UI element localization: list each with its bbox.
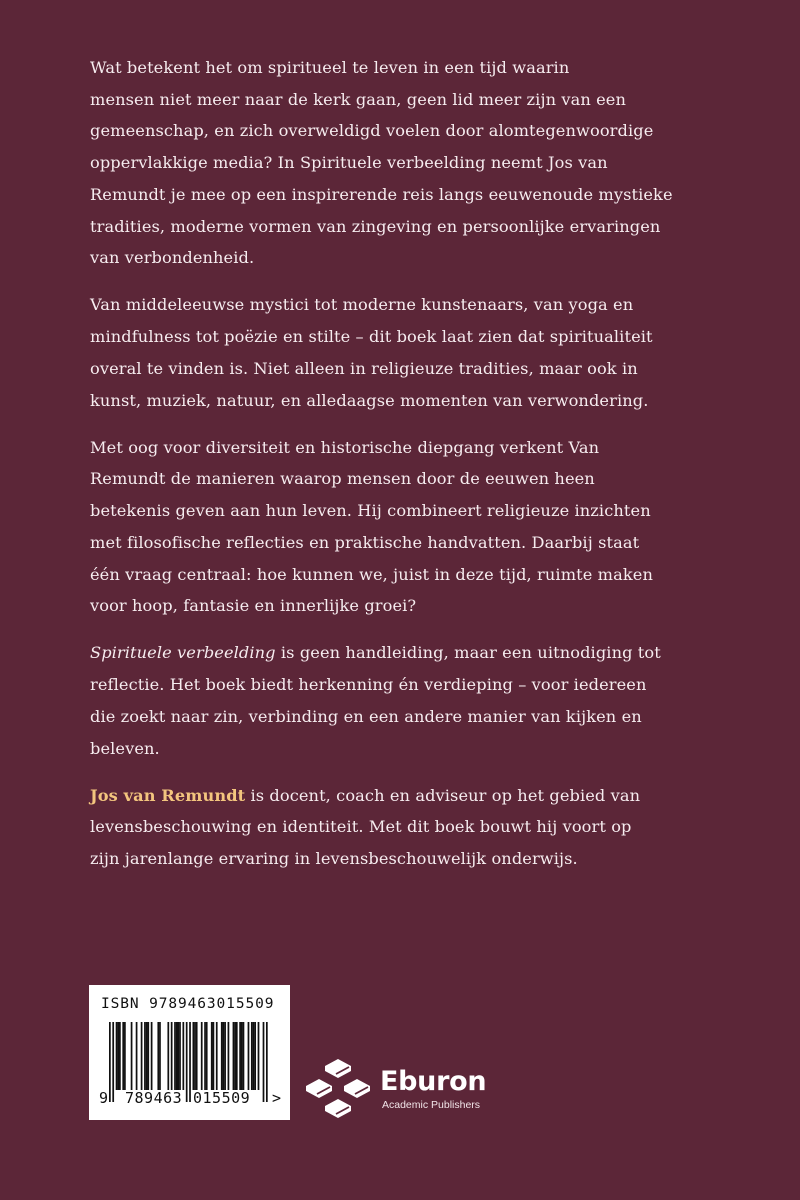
barcode-bar: [182, 1022, 184, 1090]
barcode-bar: [179, 1022, 181, 1090]
book-icon: [325, 1099, 351, 1118]
barcode-guard-bar: [186, 1022, 188, 1102]
barcode-bar: [193, 1022, 195, 1090]
stacked-books-logo-icon: [304, 1058, 376, 1120]
book-icon: [344, 1079, 370, 1098]
barcode-bar: [146, 1022, 148, 1090]
publisher-tagline: Academic Publishers: [382, 1099, 481, 1111]
barcode-bar: [151, 1022, 153, 1090]
barcode-guard-bar: [266, 1022, 268, 1102]
text-line: reflectie. Het boek biedt herkenning én verdieping – voor iedereen: [90, 675, 647, 695]
barcode-guard-bar: [263, 1022, 265, 1102]
text-line: gemeenschap, en zich overweldigd voelen door alomtegenwoordige: [90, 121, 654, 141]
text-line: betekenis geven aan hun leven. Hij combineert religieuze inzichten: [90, 501, 651, 521]
barcode-bar: [211, 1022, 213, 1090]
text-line: Van middeleeuwse mystici tot moderne kunstenaars, van yoga en: [90, 295, 634, 315]
barcode-bar: [171, 1022, 173, 1090]
barcode-bar: [228, 1022, 230, 1090]
text-line: mindfulness tot poëzie en stilte – dit boek laat zien dat spiritualiteit: [90, 327, 653, 347]
barcode-bar: [253, 1022, 255, 1090]
barcode-quiet-mark: >: [272, 1089, 282, 1107]
barcode-bar: [234, 1022, 236, 1090]
barcode-bar: [233, 1022, 235, 1090]
text-line: voor hoop, fantasie en innerlijke groei?: [90, 596, 417, 616]
barcode-bar: [236, 1022, 238, 1090]
barcode-bars: [89, 985, 290, 1120]
barcode-bar: [167, 1022, 169, 1090]
blurb-paragraph-2: [90, 289, 770, 416]
text-line: beleven.: [90, 738, 160, 758]
text-line: kunst, muziek, natuur, en alledaagse momenten van verwondering.: [90, 390, 649, 410]
barcode-guard-bar: [112, 1022, 114, 1102]
barcode-bar: [251, 1022, 253, 1090]
text-line: [90, 637, 770, 669]
blurb-text: [90, 52, 770, 890]
barcode-bar: [157, 1022, 159, 1090]
blurb-paragraph-4: [90, 637, 770, 764]
barcode-bar: [223, 1022, 225, 1090]
barcode-bar: [239, 1022, 241, 1090]
author-name: Jos van Remundt: [90, 785, 246, 805]
barcode-bar: [248, 1022, 250, 1090]
blurb-paragraph-3: [90, 432, 770, 622]
barcode-bar: [174, 1022, 176, 1090]
barcode-bar: [241, 1022, 243, 1090]
author-bio: [90, 780, 770, 875]
barcode-bar: [258, 1022, 260, 1090]
text-line: Remundt je mee op een inspirerende reis langs eeuwenoude mystieke: [90, 184, 673, 204]
text-line: tradities, moderne vormen van zingeving en persoonlijke ervaringen: [90, 216, 661, 236]
barcode-bar: [224, 1022, 226, 1090]
text-line: die zoekt naar zin, verbinding en een andere manier van kijken en: [90, 706, 642, 726]
barcode-bar: [141, 1022, 143, 1090]
barcode-bar: [221, 1022, 223, 1090]
text-fragment: is docent, coach en adviseur op het gebied van: [245, 785, 641, 805]
text-line: levensbeschouwing en identiteit. Met dit boek bouwt hij voort op: [90, 817, 632, 837]
barcode-bar: [147, 1022, 149, 1090]
blurb-paragraph-1: [90, 52, 770, 274]
text-line: overal te vinden is. Niet alleen in religieuze tradities, maar ook in: [90, 358, 638, 378]
barcode-bar: [204, 1022, 206, 1090]
barcode-bar: [213, 1022, 215, 1090]
barcode-digits-right: 015509: [193, 1089, 251, 1107]
text-fragment: is geen handleiding, maar een uitnodiging tot: [275, 643, 661, 663]
barcode-guard-bar: [109, 1022, 111, 1102]
text-line: met filosofische reflecties en praktische handvatten. Daarbij staat: [90, 532, 640, 552]
text-line: zijn jarenlange ervaring in levensbeschouwelijk onderwijs.: [90, 849, 578, 869]
publisher-name: Eburon: [380, 1066, 487, 1097]
barcode-bar: [124, 1022, 126, 1090]
barcode-bar: [117, 1022, 119, 1090]
barcode-bar: [122, 1022, 124, 1090]
barcode-bar: [206, 1022, 208, 1090]
book-icon: [306, 1079, 332, 1098]
barcode-bar: [196, 1022, 198, 1090]
text-line: mensen niet meer naar de kerk gaan, geen lid meer zijn van een: [90, 89, 626, 109]
barcode-bar: [177, 1022, 179, 1090]
barcode-bar: [201, 1022, 203, 1090]
barcode-bar: [136, 1022, 138, 1090]
text-line: Met oog voor diversiteit en historische diepgang verkent Van: [90, 437, 600, 457]
barcode-bar: [254, 1022, 256, 1090]
barcode-bar: [159, 1022, 161, 1090]
barcode-bar: [216, 1022, 218, 1090]
text-line: van verbondenheid.: [90, 248, 255, 268]
book-icon: [325, 1059, 351, 1078]
barcode-bar: [131, 1022, 133, 1090]
barcode-guard-bar: [189, 1022, 191, 1102]
barcode-bar: [119, 1022, 121, 1090]
isbn-label: ISBN 9789463015509: [101, 996, 275, 1012]
barcode-bar: [194, 1022, 196, 1090]
barcode-bar: [144, 1022, 146, 1090]
book-title-italic: Spirituele verbeelding: [90, 643, 276, 663]
text-line: oppervlakkige media? In Spirituele verbeelding neemt Jos van: [90, 153, 608, 173]
text-line: Wat betekent het om spiritueel te leven in een tijd waarin: [90, 58, 570, 77]
barcode-bar: [176, 1022, 178, 1090]
barcode-digit-first: 9: [99, 1089, 109, 1107]
text-line: één vraag centraal: hoe kunnen we, juist in deze tijd, ruimte maken: [90, 564, 653, 584]
isbn-barcode: [89, 985, 290, 1120]
barcode-digits-left: 789463: [125, 1089, 183, 1107]
barcode-bar: [243, 1022, 245, 1090]
text-line: Remundt de manieren waarop mensen door de eeuwen heen: [90, 469, 595, 489]
text-line: [90, 780, 770, 812]
barcode-bar: [116, 1022, 118, 1090]
